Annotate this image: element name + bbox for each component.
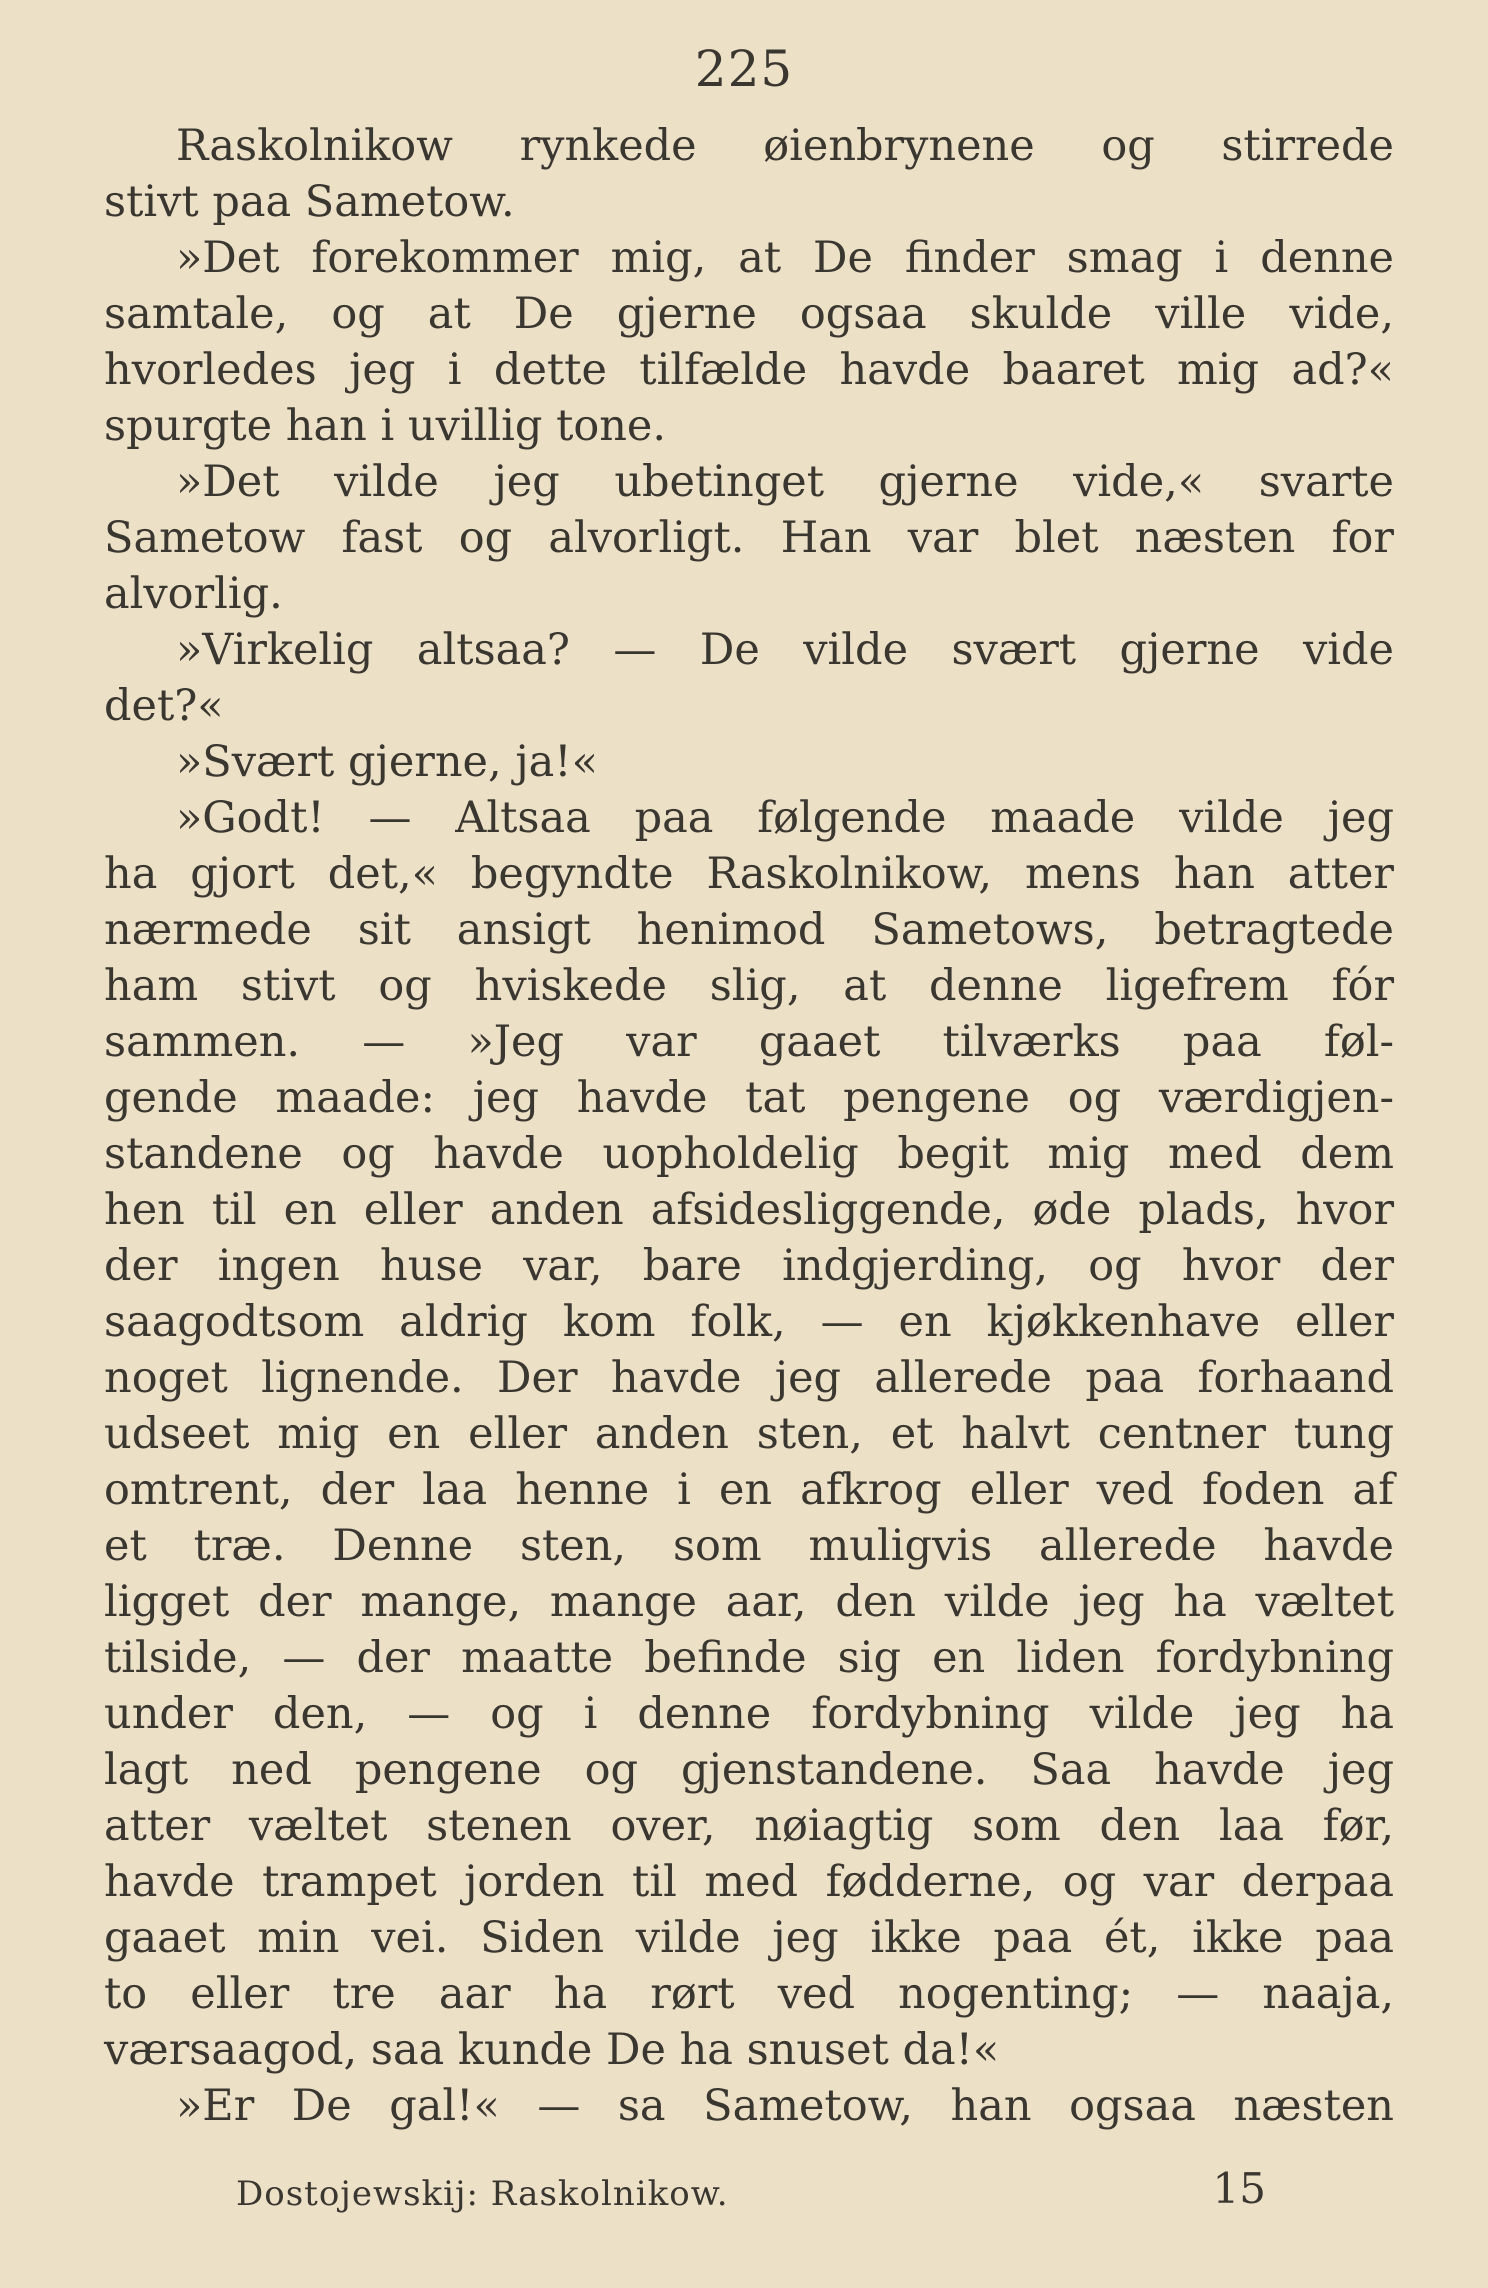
text-line: »Virkelig altsaa? — De vilde svært gjerne vide: [176, 625, 1394, 675]
text-line: stivt paa Sametow.: [104, 177, 515, 227]
body-text: [104, 118, 1394, 2134]
text-line: det?«: [104, 681, 224, 731]
text-line: spurgte han i uvillig tone.: [104, 401, 667, 451]
text-line: noget lignende. Der havde jeg allerede paa forhaand: [104, 1353, 1394, 1403]
text-line: tilside, — der maatte befinde sig en liden fordybning: [104, 1633, 1394, 1683]
text-line: »Det vilde jeg ubetinget gjerne vide,« svarte: [176, 457, 1394, 507]
text-line: sammen. — »Jeg var gaaet tilværks paa føl-: [104, 1017, 1394, 1067]
footer-title: Dostojewskij: Raskolnikow.: [236, 2174, 729, 2214]
text-line: udseet mig en eller anden sten, et halvt centner tung: [104, 1409, 1394, 1459]
page-footer: [236, 2164, 1266, 2224]
text-line: ha gjort det,« begyndte Raskolnikow, mens han atter: [104, 849, 1394, 899]
text-line: lagt ned pengene og gjenstandene. Saa havde jeg: [104, 1745, 1394, 1795]
text-line: et træ. Denne sten, som muligvis allerede havde: [104, 1521, 1394, 1571]
text-line: ham stivt og hviskede slig, at denne ligefrem fór: [104, 961, 1394, 1011]
text-line: atter væltet stenen over, nøiagtig som den laa før,: [104, 1801, 1394, 1851]
text-line: Raskolnikow rynkede øienbrynene og stirrede: [176, 121, 1394, 171]
text-line: to eller tre aar ha rørt ved nogenting; — naaja,: [104, 1969, 1394, 2019]
text-line: der ingen huse var, bare indgjerding, og hvor der: [104, 1241, 1394, 1291]
text-line: standene og havde uopholdelig begit mig med dem: [104, 1129, 1394, 1179]
page-number: 225: [694, 40, 794, 98]
text-line: Sametow fast og alvorligt. Han var blet næsten for: [104, 513, 1394, 563]
text-line: samtale, og at De gjerne ogsaa skulde ville vide,: [104, 289, 1394, 339]
text-line: gende maade: jeg havde tat pengene og værdigjen-: [104, 1073, 1394, 1123]
text-line: »Det forekommer mig, at De finder smag i denne: [176, 233, 1394, 283]
text-line: »Er De gal!« — sa Sametow, han ogsaa næsten: [176, 2081, 1394, 2131]
sheet-signature: 15: [1212, 2164, 1266, 2213]
text-line: under den, — og i denne fordybning vilde jeg ha: [104, 1689, 1394, 1739]
text-line: nærmede sit ansigt henimod Sametows, betragtede: [104, 905, 1394, 955]
text-line: hvorledes jeg i dette tilfælde havde baaret mig ad?«: [104, 345, 1394, 395]
text-line: »Svært gjerne, ja!«: [176, 737, 598, 787]
text-line: værsaagod, saa kunde De ha snuset da!«: [104, 2025, 1000, 2075]
text-line: ligget der mange, mange aar, den vilde jeg ha væltet: [104, 1577, 1394, 1627]
text-line: havde trampet jorden til med fødderne, og var derpaa: [104, 1857, 1394, 1907]
text-line: saagodtsom aldrig kom folk, — en kjøkkenhave eller: [104, 1297, 1394, 1347]
text-line: »Godt! — Altsaa paa følgende maade vilde jeg: [176, 793, 1394, 843]
text-line: gaaet min vei. Siden vilde jeg ikke paa ét, ikke paa: [104, 1913, 1394, 1963]
text-line: omtrent, der laa henne i en afkrog eller ved foden af: [104, 1465, 1394, 1515]
text-line: hen til en eller anden afsidesliggende, øde plads, hvor: [104, 1185, 1394, 1235]
text-line: alvorlig.: [104, 569, 283, 619]
